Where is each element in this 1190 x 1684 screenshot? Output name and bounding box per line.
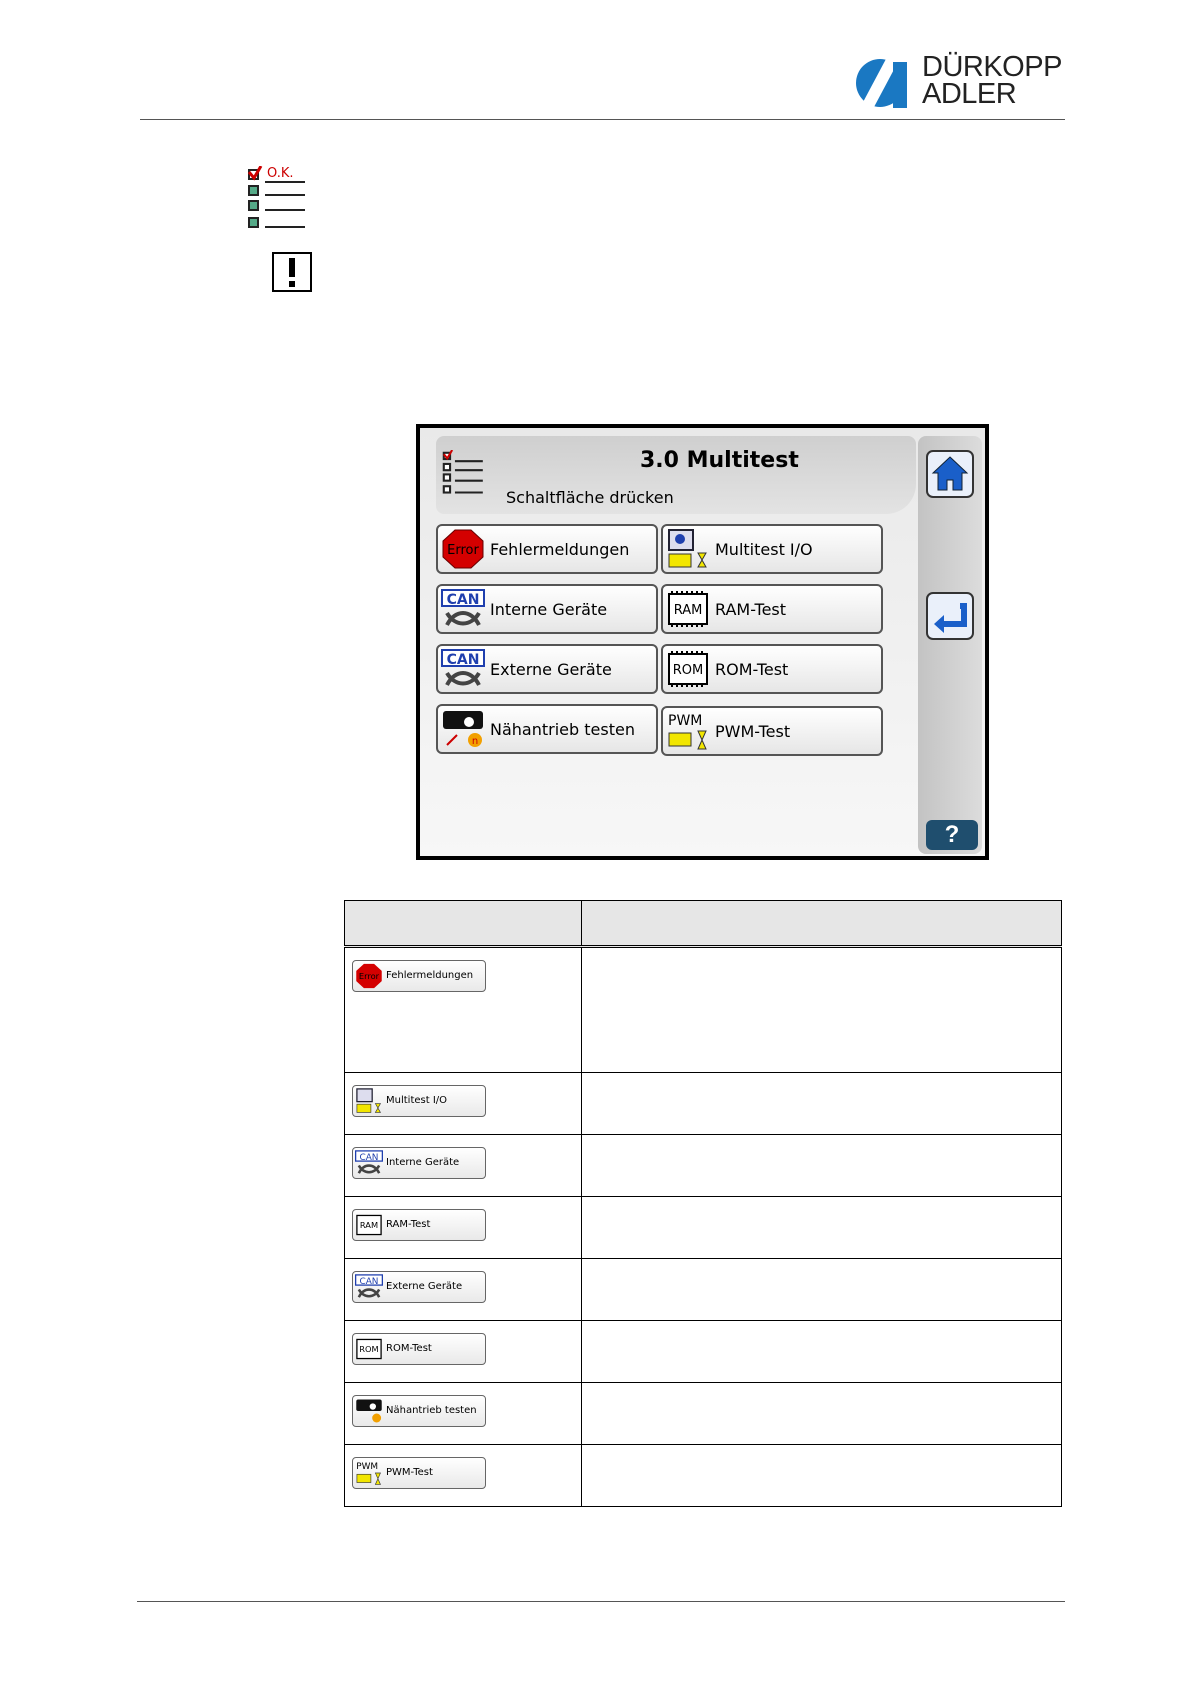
table-header-row [345,901,1062,947]
checklist-ok-icon [442,450,486,496]
button-label: Nähantrieb testen [386,1405,477,1416]
sewing-drive-icon [441,709,485,749]
multitest-io-icon [355,1088,383,1114]
error-icon-text: Error [358,971,380,982]
description-cell [582,1135,1062,1197]
rom-test-button[interactable] [661,644,883,694]
button-cell [345,1383,582,1445]
ok-mark-text: O.K. [267,166,294,181]
can-bus-icon [441,649,485,689]
ram-icon-text: RAM [673,603,703,618]
button-label: ROM-Test [715,660,789,679]
button-label: Fehlermeldungen [386,970,474,981]
ram-chip-icon [666,589,710,629]
brand-name-line1: DÜRKOPP [922,51,1062,83]
interne-geraete-button [352,1147,486,1179]
checklist-ok-icon [247,166,309,232]
table-row [345,1259,1062,1321]
button-label: Multitest I/O [715,540,813,559]
brand-name-line2: ADLER [922,78,1017,110]
brand-logo-mark [855,58,917,108]
pwm-icon-text: PWM [356,1462,379,1473]
footer-rule [137,1601,1065,1602]
home-button[interactable] [926,450,974,498]
table-row [345,1445,1062,1507]
button-cell [345,947,582,1073]
table-row [345,1321,1062,1383]
ram-test-button[interactable] [661,584,883,634]
button-label: PWM-Test [386,1467,433,1478]
button-label: PWM-Test [715,722,791,741]
button-cell [345,1445,582,1507]
table-row [345,947,1062,1073]
button-cell [345,1073,582,1135]
table-header-cell [582,901,1062,947]
description-cell [582,1259,1062,1321]
multitest-io-button[interactable] [661,524,883,574]
brand-logo-text [922,51,1062,110]
ram-icon-text: RAM [359,1220,379,1231]
sewing-drive-icon [355,1398,383,1424]
button-label: ROM-Test [386,1343,432,1354]
error-stop-icon [355,963,383,989]
home-icon [928,452,972,496]
button-label: Interne Geräte [490,600,608,619]
error-icon-text: Error [447,543,479,558]
multitest-io-button [352,1085,486,1117]
naehantrieb-testen-button [352,1395,486,1427]
rom-test-button [352,1333,486,1365]
button-cell [345,1197,582,1259]
can-icon-text: CAN [446,652,480,668]
externe-geraete-button [352,1271,486,1303]
error-stop-icon [441,529,485,569]
button-label: Nähantrieb testen [490,720,635,739]
naehantrieb-testen-button[interactable] [436,704,658,754]
can-icon-text: CAN [359,1152,379,1163]
table-row [345,1383,1062,1445]
button-label: Externe Geräte [490,660,612,679]
button-cell [345,1321,582,1383]
pwm-icon [355,1460,383,1486]
description-cell [582,1197,1062,1259]
header-rule [140,119,1065,120]
help-button[interactable]: ? [926,820,978,850]
back-button[interactable] [926,592,974,640]
button-description-table [344,900,1062,1507]
device-screen [416,424,989,860]
fehlermeldungen-button[interactable] [436,524,658,574]
description-cell [582,947,1062,1073]
button-label: Multitest I/O [386,1095,448,1106]
pwm-test-button [352,1457,486,1489]
rom-icon-text: ROM [359,1344,379,1355]
table-row [345,1135,1062,1197]
pwm-test-button[interactable] [661,706,883,756]
screen-subtitle: Schaltfläche drücken [506,488,674,507]
rom-icon-text: ROM [672,663,704,678]
can-bus-icon [355,1274,383,1300]
table-header-cell [345,901,582,947]
multitest-io-icon [666,529,710,569]
externe-geraete-button[interactable] [436,644,658,694]
pwm-icon-text: PWM [668,713,703,729]
button-label: Fehlermeldungen [490,540,630,559]
description-cell [582,1321,1062,1383]
ram-chip-icon [355,1212,383,1238]
pwm-icon [666,711,710,751]
svg-text:n: n [471,736,479,747]
description-cell [582,1073,1062,1135]
can-icon-text: CAN [359,1276,379,1287]
ram-test-button [352,1209,486,1241]
description-cell [582,1445,1062,1507]
description-cell [582,1383,1062,1445]
button-label: Externe Geräte [386,1281,463,1292]
button-cell [345,1259,582,1321]
can-bus-icon [441,589,485,629]
back-arrow-icon [928,594,972,638]
button-label: Interne Geräte [386,1157,460,1168]
button-cell [345,1135,582,1197]
table-row [345,1197,1062,1259]
exclamation-icon [272,252,312,292]
can-icon-text: CAN [446,592,480,608]
table-row [345,1073,1062,1135]
screen-title: 3.0 Multitest [640,448,799,473]
rom-chip-icon [666,649,710,689]
button-label: RAM-Test [715,600,787,619]
rom-chip-icon [355,1336,383,1362]
interne-geraete-button[interactable] [436,584,658,634]
fehlermeldungen-button [352,960,486,992]
can-bus-icon [355,1150,383,1176]
button-label: RAM-Test [386,1219,431,1230]
